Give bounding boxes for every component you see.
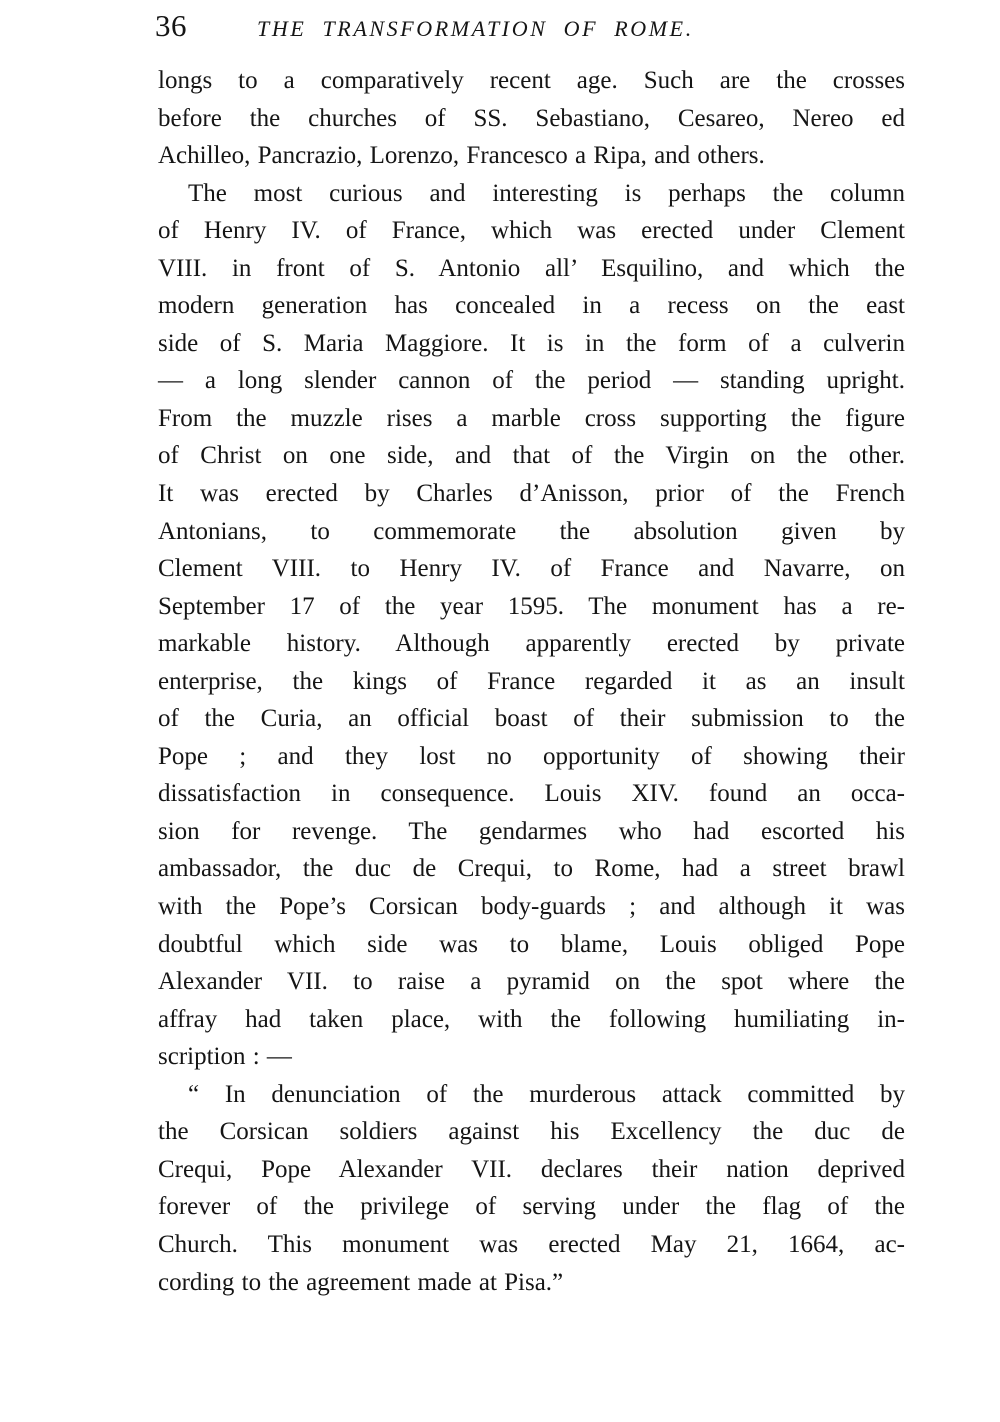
text-line: Pope ; and they lost no opportunity of showing their — [158, 742, 905, 770]
text-line: the Corsican soldiers against his Excellency the duc de — [158, 1118, 905, 1146]
text-line: September 17 of the year 1595. The monument has a re- — [158, 592, 905, 620]
text-line: side of S. Maria Maggiore. It is in the form of a culverin — [158, 329, 905, 357]
text-line: markable history. Although apparently erected by private — [158, 630, 905, 658]
text-line: longs to a comparatively recent age. Such are the crosses — [158, 67, 905, 94]
text-line: ambassador, the duc de Crequi, to Rome, had a street brawl — [158, 855, 905, 883]
text-line: enterprise, the kings of France regarded it as an insult — [158, 667, 905, 695]
text-line: affray had taken place, with the following humiliating in- — [158, 1005, 905, 1033]
text-line: Alexander VII. to raise a pyramid on the spot where the — [158, 968, 905, 996]
text-line: Antonians, to commemorate the absolution given by — [158, 517, 905, 545]
text-line: — a long slender cannon of the period — standing upright. — [158, 367, 905, 395]
text-line: of Christ on one side, and that of the Virgin on the other. — [158, 442, 905, 470]
running-title: THE TRANSFORMATION OF ROME. — [257, 16, 694, 41]
page-number: 36 — [155, 8, 187, 43]
text-line: It was erected by Charles d’Anisson, prior of the French — [158, 480, 905, 508]
text-line: forever of the privilege of serving under the flag of the — [158, 1193, 905, 1221]
text-line: of the Curia, an official boast of their submission to the — [158, 705, 905, 733]
text-line: scription : — — [158, 1043, 292, 1071]
text-line: Church. This monument was erected May 21, 1664, ac- — [158, 1230, 905, 1258]
text-line: before the churches of SS. Sebastiano, Cesareo, Nereo ed — [158, 104, 905, 132]
text-line: doubtful which side was to blame, Louis obliged Pope — [158, 930, 905, 958]
text-line: From the muzzle rises a marble cross supporting the figure — [158, 404, 905, 432]
text-line: modern generation has concealed in a recess on the east — [158, 292, 905, 320]
text-line: “ In denunciation of the murderous attack committed by — [188, 1080, 905, 1108]
text-line: sion for revenge. The gendarmes who had escorted his — [158, 817, 905, 845]
text-line: Crequi, Pope Alexander VII. declares their nation deprived — [158, 1155, 905, 1183]
text-line: Achilleo, Pancrazio, Lorenzo, Francesco a Ripa, and others. — [158, 142, 765, 170]
text-line: of Henry IV. of France, which was erected under Clement — [158, 217, 905, 245]
text-line: VIII. in front of S. Antonio all’ Esquilino, and which the — [158, 254, 905, 282]
body-text — [158, 62, 905, 1301]
text-line: dissatisfaction in consequence. Louis XIV. found an occa- — [158, 780, 905, 808]
text-line: The most curious and interesting is perhaps the column — [188, 179, 905, 207]
page-header — [155, 6, 915, 46]
text-line: Clement VIII. to Henry IV. of France and Navarre, on — [158, 555, 905, 583]
text-line: with the Pope’s Corsican body-guards ; and although it was — [158, 893, 905, 921]
text-line: cording to the agreement made at Pisa.” — [158, 1268, 564, 1296]
